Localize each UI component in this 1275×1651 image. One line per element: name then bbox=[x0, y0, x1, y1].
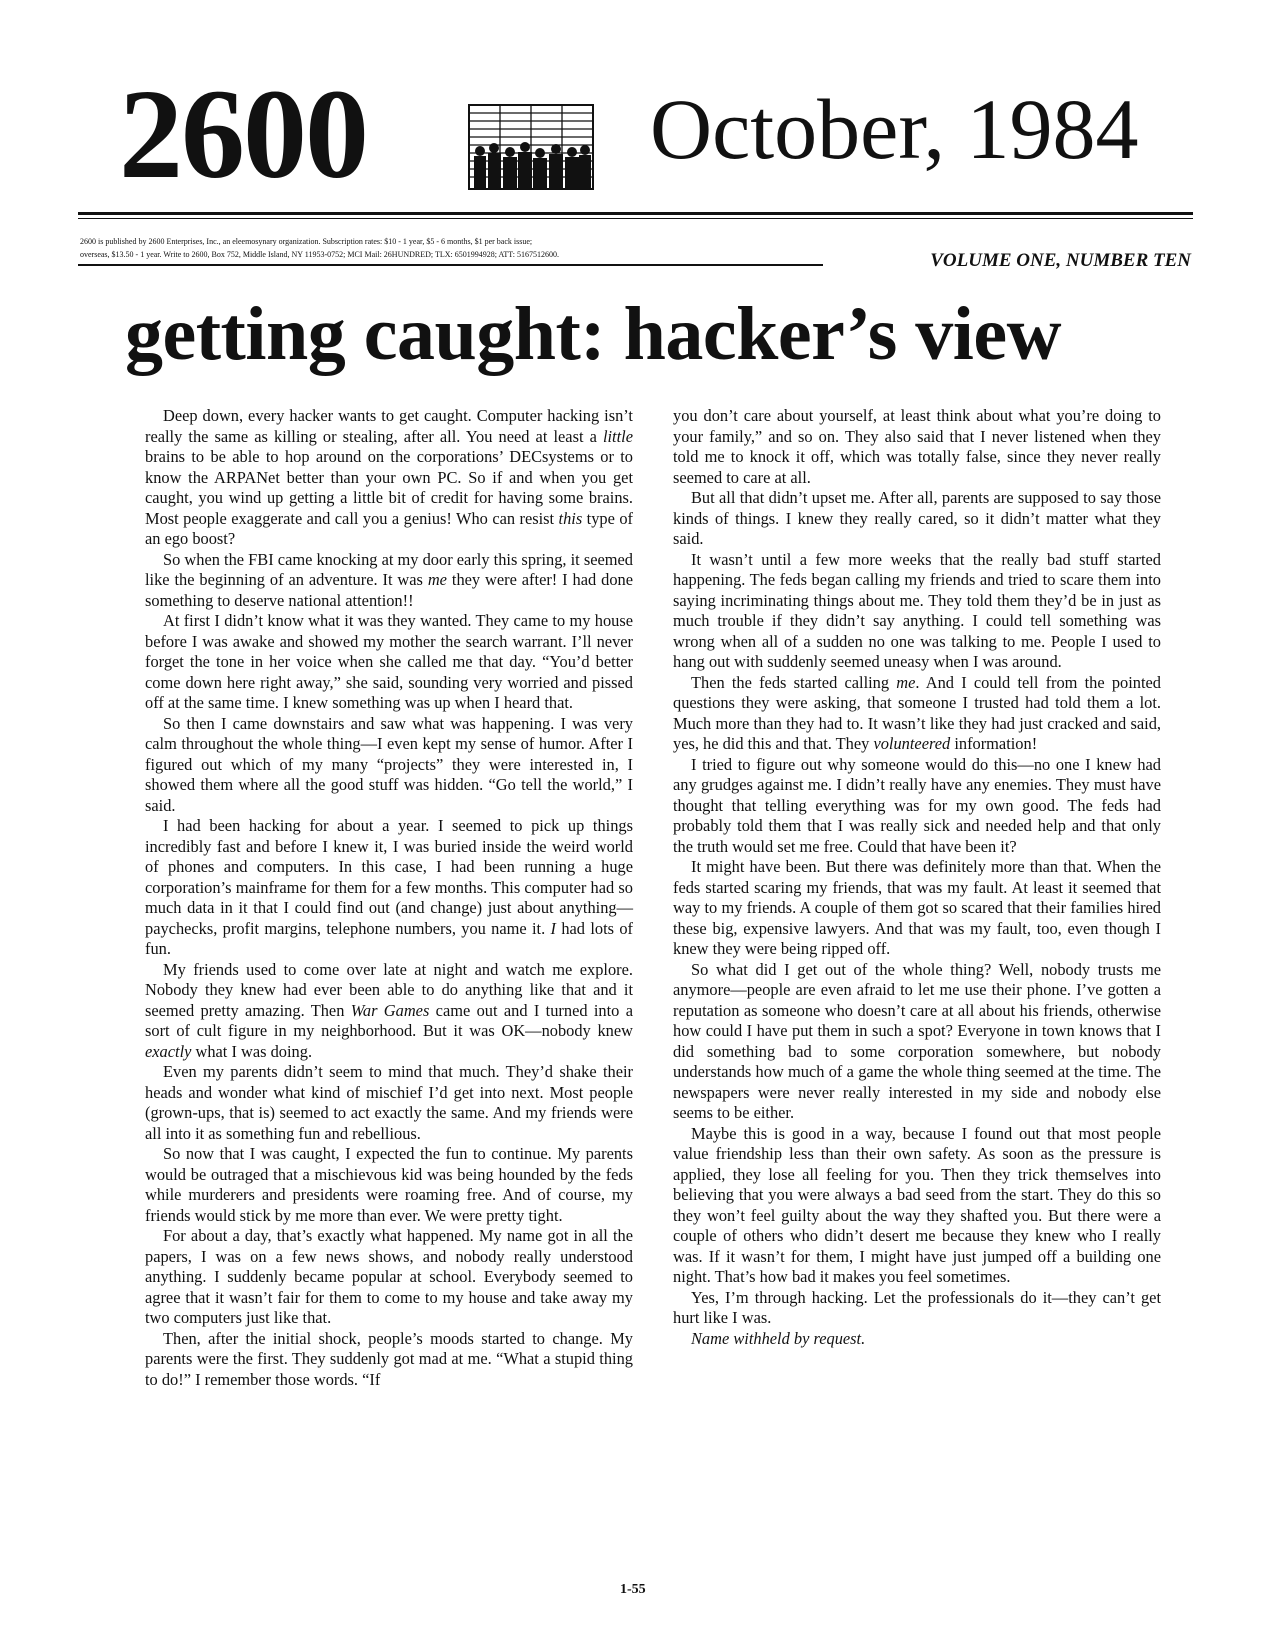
paragraph: So then I came downstairs and saw what was happening. I was very calm throughout the whole thing—I even kept my sense of humor. After I figured out which of my many “projects” they were interested in, I showed them where all the good stuff was hidden. “Go tell the world,” I said. bbox=[145, 713, 633, 815]
paragraph: you don’t care about yourself, at least think about what you’re doing to your family,” and so on. They also said that I never listened when they told me to knock it off, which was totally false, since they never really seemed to care at all. bbox=[673, 406, 1161, 487]
publisher-imprint bbox=[80, 235, 840, 261]
paragraph: I had been hacking for about a year. I seemed to pick up things incredibly fast and before I knew it, I was buried inside the weird world of phones and computers. In this case, I had been running a huge corporation’s mainframe for them for a few months. This computer had so much data in it that I could find out (and change) just about anything—paychecks, profit margins, telephone numbers, you name it. I had lots of fun. bbox=[145, 816, 633, 958]
paragraph: I tried to figure out why someone would do this—no one I knew had any grudges against me. I didn’t really have any enemies. They must have thought that telling everything was for my own good. The feds had probably told them that I was really sick and needed help and that only the truth would set me free. Could that have been it? bbox=[673, 754, 1161, 856]
paragraph: It wasn’t until a few more weeks that the really bad stuff started happening. The feds began calling my friends and tried to scare them into saying incriminating things about me. They told them they’d be in just as much trouble if they didn’t say anything. I could tell something was wrong when all of a sudden no one was talking to me. People I used to hang out with suddenly seemed uneasy when I was around. bbox=[673, 549, 1161, 671]
paragraph: Yes, I’m through hacking. Let the professionals do it—they can’t get hurt like I was. bbox=[673, 1287, 1161, 1327]
imprint-line-2: overseas, $13.50 - 1 year. Write to 2600, Box 752, Middle Island, NY 11953-0752; MCI Mail: 26HUNDRED; TLX: 6501994928; ATT: 5167512600. bbox=[80, 250, 560, 259]
paragraph: My friends used to come over late at night and watch me explore. Nobody they knew had ever been able to do anything like that and it seemed pretty amazing. Then War Games came out and I turned into a sort of cult figure in my neighborhood. But it was OK—nobody knew exactly what I was doing. bbox=[145, 959, 633, 1061]
issue-date: October, 1984 bbox=[650, 81, 1139, 177]
paragraph: Then, after the initial shock, people’s moods started to change. My parents were the first. They suddenly got mad at me. “What a stupid thing to do!” I remember those words. “If bbox=[145, 1328, 633, 1389]
author-signature: Name withheld by request. bbox=[691, 1328, 866, 1348]
article-headline: getting caught: hacker’s view bbox=[125, 292, 1062, 376]
paragraph: Maybe this is good in a way, because I found out that most people value friendship less than their own safety. As soon as the pressure is applied, they lose all feeling for you. Then they trick themselves into believing that you were always a bad seed from the start. They do this so they won’t feel guilty about the way they shafted you. But there were a couple of others who didn’t desert me because they knew who I really was. If it wasn’t for them, I might have just jumped off a building one night. That’s how bad it makes you feel sometimes. bbox=[673, 1123, 1161, 1286]
article-column-left bbox=[145, 406, 633, 1390]
page-number: 1-55 bbox=[620, 1582, 646, 1597]
paragraph: Even my parents didn’t seem to mind that much. They’d shake their heads and wonder what kind of mischief I’d get into next. Most people (grown-ups, that is) seemed to act exactly the same. And my friends were all into it as something fun and rebellious. bbox=[145, 1062, 633, 1143]
imprint-rule bbox=[78, 264, 823, 266]
paragraph: Deep down, every hacker wants to get caught. Computer hacking isn’t really the same as killing or stealing, after all. You need at least a little brains to be able to hop around on the corporations’ DECsystems or to know the ARPANet better than your own PC. So if and when you get caught, you wind up getting a little bit of credit for having some brains. Most people exaggerate and call you a genius! Who can resist this type of an ego boost? bbox=[145, 406, 633, 548]
paragraph: So what did I get out of the whole thing? Well, nobody trusts me anymore—people are even afraid to let me use their phone. I’ve gotten a reputation as someone who doesn’t care at all about his friends, otherwise how could I have put them in such a spot? Everyone in town knows that I did something bad to some corporation somewhere, but nobody understands how much of a game the whole thing seemed at the time. The newspapers were never really interested in my side and nobody else seems to be either. bbox=[673, 959, 1161, 1122]
imprint-line-1: 2600 is published by 2600 Enterprises, Inc., an eleemosynary organization. Subscription rates: $10 - 1 year, $5 - 6 months, $1 per back issue; bbox=[80, 237, 533, 246]
paragraph: It might have been. But there was definitely more than that. When the feds started scaring my friends, that was my fault. At least it seemed that way to my friends. A couple of them got so scared that their families hired these big, expensive lawyers. And that was my fault, too, even though I knew they were being ripped off. bbox=[673, 857, 1161, 958]
masthead-rule-bottom bbox=[78, 218, 1193, 219]
paragraph: Then the feds started calling me. And I could tell from the pointed questions they were asking, that someone I trusted had told them a lot. Much more than they had to. It wasn’t like they had just cracked and said, yes, he did this and that. They volunteered information! bbox=[673, 672, 1161, 753]
paragraph: So now that I was caught, I expected the fun to continue. My parents would be outraged that a mischievous kid was being hounded by the feds while murderers and presidents were roaming free. And of course, my friends would stick by me more than ever. We were pretty tight. bbox=[145, 1144, 633, 1225]
article-column-right bbox=[673, 406, 1161, 1349]
phone-booth-crowd-icon bbox=[468, 104, 594, 190]
volume-number: VOLUME ONE, NUMBER TEN bbox=[930, 250, 1191, 271]
masthead-logo: 2600 bbox=[119, 63, 367, 205]
masthead-rule-top bbox=[78, 212, 1193, 215]
paragraph: So when the FBI came knocking at my door early this spring, it seemed like the beginning of an adventure. It was me they were after! I had done something to deserve national attention!! bbox=[145, 549, 633, 610]
paragraph: But all that didn’t upset me. After all, parents are supposed to say those kinds of things. I knew they really cared, so it didn’t matter what they said. bbox=[673, 488, 1161, 548]
paragraph: At first I didn’t know what it was they wanted. They came to my house before I was awake and showed my mother the search warrant. I’ll never forget the tone in her voice when she called me that day. “You’d better come down here right away,” she said, sounding very worried and pissed off at the same time. I knew something was up when I heard that. bbox=[145, 611, 633, 712]
paragraph: For about a day, that’s exactly what happened. My name got in all the papers, I was on a few news shows, and nobody really understood anything. I suddenly became popular at school. Everybody seemed to agree that it wasn’t fair for them to come to my house and take away my two computers just like that. bbox=[145, 1226, 633, 1327]
